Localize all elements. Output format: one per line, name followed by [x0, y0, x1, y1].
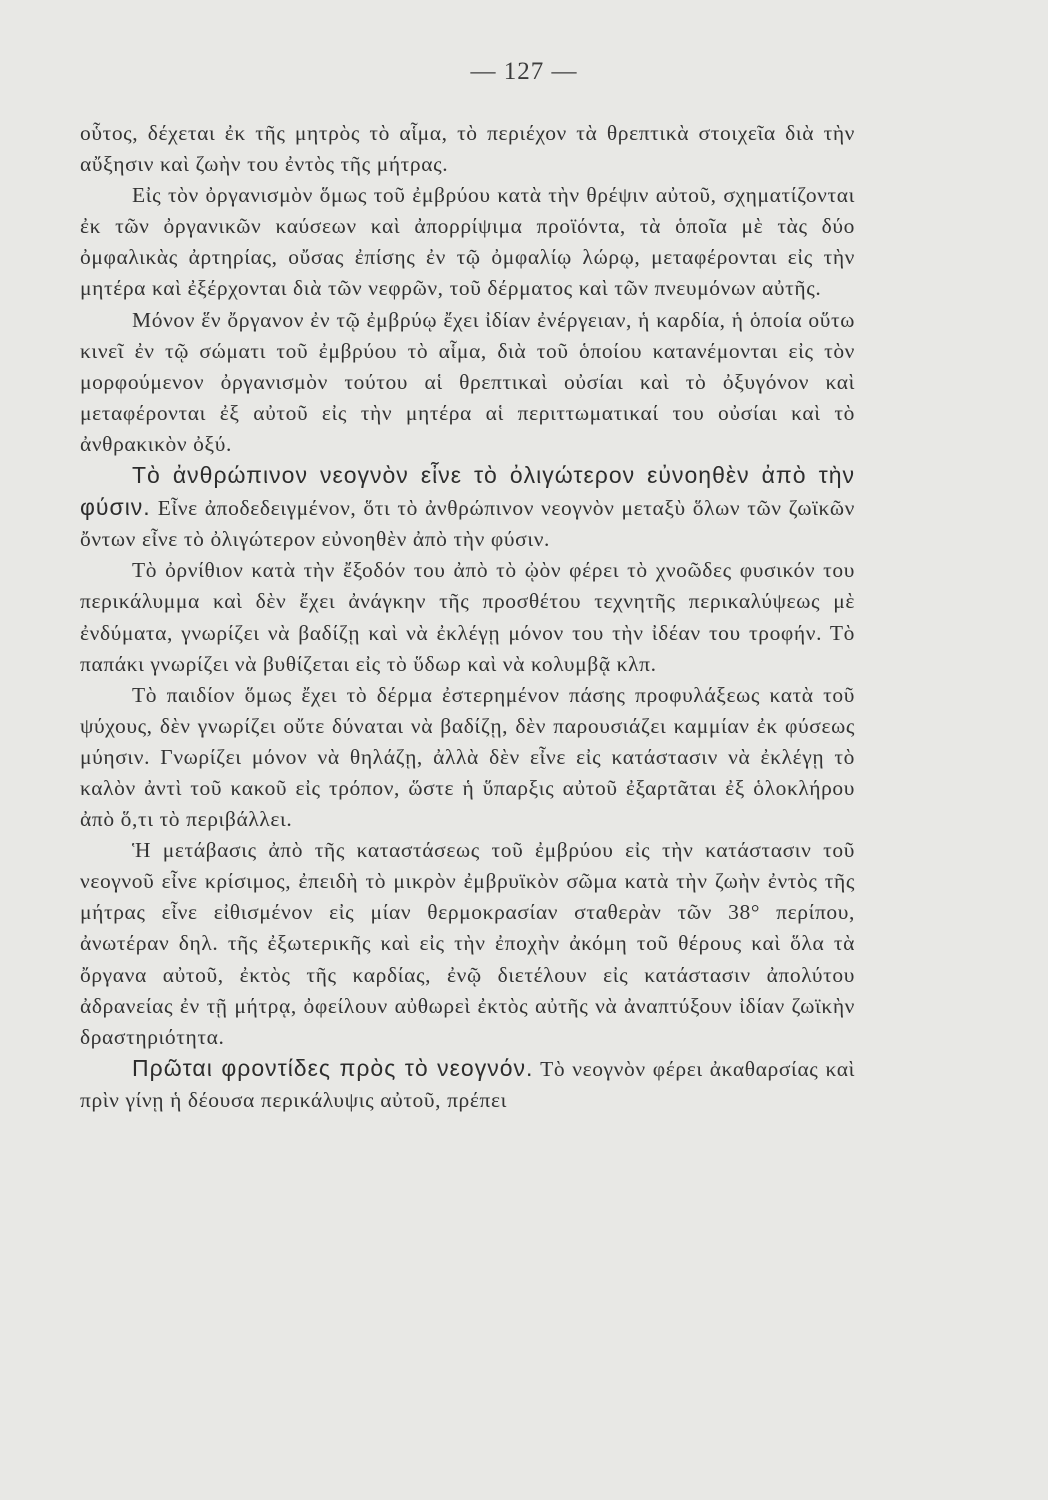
paragraph-4-text: Εἶνε ἀποδεδειγμένον, ὅτι τὸ ἀνθρώπινον νεογνὸν μεταξὺ ὅλων τῶν ζωϊκῶν ὄντων εἶνε τὸ ὀλιγώτερον εὐνοηθὲν ἀπὸ τὴν φύσιν.: [80, 496, 855, 552]
paragraph-6: Τὸ παιδίον ὅμως ἔχει τὸ δέρμα ἐστερημένον πάσης προφυλάξεως κατὰ τοῦ ψύχους, δὲν γνωρίζει οὔτε δύναται νὰ βαδίζῃ, δὲν παρουσιάζει καμμίαν ἐκ φύσεως μύησιν. Γνωρίζει μόνον νὰ θηλάζῃ, ἀλλὰ δὲν εἶνε εἰς κατάστασιν νὰ ἐκλέγῃ τὸ καλὸν ἀντὶ τοῦ κακοῦ εἰς τρόπον, ὥστε ἡ ὕπαρξις αὐτοῦ ἐξαρτᾶται ἐξ ὁλοκλήρου ἀπὸ ὅ,τι τὸ περιβάλλει.: [80, 682, 855, 832]
body-text: [80, 118, 855, 1116]
paragraph-4: [80, 460, 855, 555]
paragraph-1: οὗτος, δέχεται ἐκ τῆς μητρὸς τὸ αἷμα, τὸ περιέχον τὰ θρεπτικὰ στοιχεῖα διὰ τὴν αὔξησιν καὶ ζωὴν του ἐντὸς τῆς μήτρας.: [80, 121, 855, 177]
page-number: — 127 —: [470, 58, 578, 85]
paragraph-5: Τὸ ὀρνίθιον κατὰ τὴν ἔξοδόν του ἀπὸ τὸ ᾠὸν φέρει τὸ χνοῶδες φυσικόν του περικάλυμμα καὶ δὲν ἔχει ἀνάγκην τῆς προσθέτου τεχνητῆς περικαλύψεως μὲ ἐνδύματα, γνωρίζει νὰ βαδίζῃ καὶ νὰ ἐκλέγῃ μόνον του τὴν ἰδέαν του τροφήν. Τὸ παπάκι γνωρίζει νὰ βυθίζεται εἰς τὸ ὕδωρ καὶ νὰ κολυμβᾷ κλπ.: [80, 558, 855, 676]
paragraph-8-text: Τὸ νεογνὸν φέρει ἀκαθαρσίας καὶ πρὶν γίνῃ ἡ δέουσα περικάλυψις αὐτοῦ, πρέπει: [80, 1056, 856, 1112]
paragraph-7: Ἡ μετάβασις ἀπὸ τῆς καταστάσεως τοῦ ἐμβρύου εἰς τὴν κατάστασιν τοῦ νεογνοῦ εἶνε κρίσιμος, ἐπειδὴ τὸ μικρὸν ἐμβρυϊκὸν σῶμα κατὰ τὴν ζωὴν ἐντὸς τῆς μήτρας εἶνε εἰθισμένον εἰς μίαν θερμοκρασίαν σταθερὰν τῶν 38° περίπου, ἀνωτέραν δηλ. τῆς ἐξωτερικῆς καὶ εἰς τὴν ἐποχὴν ἀκόμη τοῦ θέρους καὶ ὅλα τὰ ὄργανα αὐτοῦ, ἐκτὸς τῆς καρδίας, ἐνῷ διετέλουν εἰς κατάστασιν ἀπολύτου ἀδρανείας ἐν τῇ μήτρᾳ, ὀφείλουν αὐθωρεὶ ἐκτὸς αὐτῆς νὰ ἀναπτύξουν ἰδίαν ζωϊκὴν δραστηριότητα.: [80, 838, 855, 1049]
paragraph-2: Εἰς τὸν ὀργανισμὸν ὅμως τοῦ ἐμβρύου κατὰ τὴν θρέψιν αὐτοῦ, σχηματίζονται ἐκ τῶν ὀργανικῶν καύσεων καὶ ἀπορρίψιμα προϊόντα, τὰ ὁποῖα μὲ τὰς δύο ὀμφαλικὰς ἀρτηρίας, οὔσας ἐπίσης ἐν τῷ ὀμφαλίῳ λώρῳ, μεταφέρονται εἰς τὴν μητέρα καὶ ἐξέρχονται διὰ τῶν νεφρῶν, τοῦ δέρματος καὶ τῶν πνευμόνων αὐτῆς.: [80, 183, 855, 301]
section-heading-first-care: Πρῶται φροντίδες πρὸς τὸ νεογνόν.: [132, 1054, 534, 1081]
paragraph-3: Μόνον ἕν ὄργανον ἐν τῷ ἐμβρύῳ ἔχει ἰδίαν ἐνέργειαν, ἡ καρδία, ἡ ὁποία οὕτω κινεῖ ἐν τῷ σώματι τοῦ ἐμβρύου τὸ αἷμα, διὰ τοῦ ὁποίου κατανέμονται εἰς τὸν μορφούμενον ὀργανισμὸν τούτου αἱ θρεπτικαὶ οὐσίαι καὶ τὸ ὀξυγόνον καὶ μεταφέρονται ἐξ αὐτοῦ εἰς τὴν μητέρα αἱ περιττωματικαί του οὐσίαι καὶ τὸ ἀνθρακικὸν ὀξύ.: [80, 307, 855, 456]
section-heading-newborn: Τὸ ἀνθρώπινον νεογνὸν εἶνε τὸ ὀλιγώτερον εὐνοηθὲν ἀπὸ τὴν φύσιν.: [80, 462, 855, 521]
paragraph-8: [80, 1053, 855, 1116]
